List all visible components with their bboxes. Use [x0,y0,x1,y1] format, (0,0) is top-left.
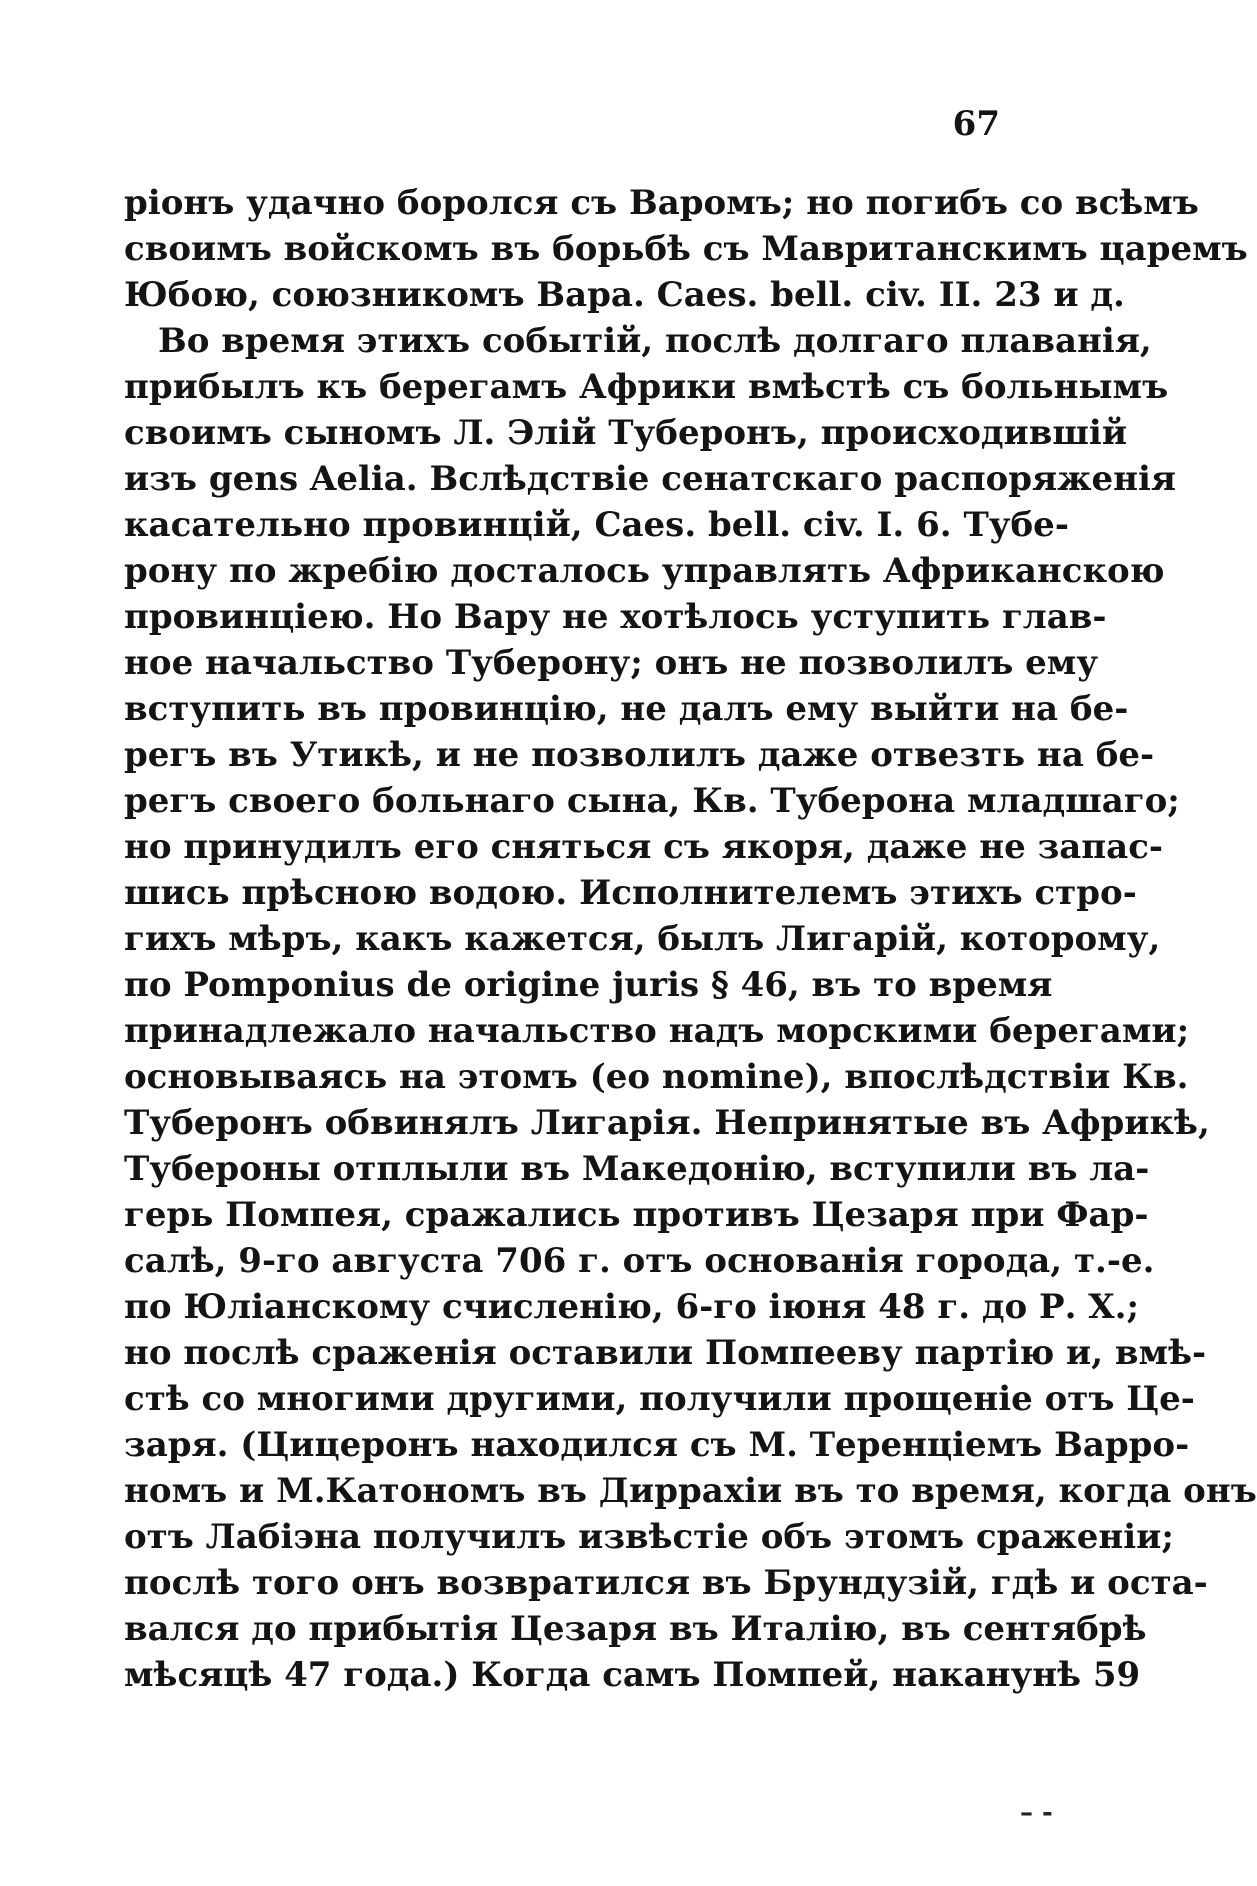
text-line: по Pomponius de origine juris § 46, въ то время [124,965,1053,1005]
text-line: своимъ войскомъ въ борьбѣ съ Мавританскимъ царемъ [124,229,1248,269]
text-line: шись прѣсною водою. Исполнителемъ этихъ стро- [124,873,1137,913]
text-line: основываясь на этомъ (eo nomine), впослѣдствіи Кв. [124,1057,1189,1097]
text-line: провинціею. Но Вару не хотѣлось уступить глав- [124,597,1107,637]
text-line: Туберонъ обвинялъ Лигарія. Непринятые въ Африкѣ, [124,1103,1210,1143]
text-line: регъ въ Утикѣ, и не позволилъ даже отвезть на бе- [124,735,1155,775]
text-line: но принудилъ его сняться съ якоря, даже не запас- [124,827,1164,867]
text-line: герь Помпея, сражались противъ Цезаря при Фар- [124,1195,1149,1235]
text-line: своимъ сыномъ Л. Элій Туберонъ, происходившій [124,413,1128,453]
page-number: 67 [952,104,1000,144]
text-line: послѣ того онъ возвратился въ Брундузій, гдѣ и оста- [124,1563,1208,1603]
text-line: изъ gens Aelia. Вслѣдствіе сенатскаго распоряженія [124,459,1177,499]
text-line: ное начальство Туберону; онъ не позволилъ ему [124,643,1099,683]
text-line: касательно провинцій, Caes. bell. civ. I. 6. Тубе- [124,505,1069,545]
text-line: принадлежало начальство надъ морскими берегами; [124,1011,1190,1051]
text-line: мѣсяцѣ 47 года.) Когда самъ Помпей, наканунѣ 59 [124,1655,1141,1695]
body-text [124,180,1257,1698]
text-line: но послѣ сраженія оставили Помпееву партію и, вмѣ- [124,1333,1207,1373]
text-line: отъ Лабіэна получилъ извѣстіе объ этомъ сраженіи; [124,1517,1174,1557]
print-specks: – - [1020,1798,1053,1828]
text-line: салѣ, 9-го августа 706 г. отъ основанія города, т.-е. [124,1241,1155,1281]
text-line: вступить въ провинцію, не далъ ему выйти на бе- [124,689,1129,729]
text-line: номъ и М.Катономъ въ Диррахіи въ то время, когда онъ [124,1471,1257,1511]
text-line: Во время этихъ событій, послѣ долгаго плаванія, [158,321,1152,361]
text-line: по Юліанскому счисленію, 6-го іюня 48 г. до Р. Х.; [124,1287,1140,1327]
text-line: регъ своего больнаго сына, Кв. Туберона младшаго; [124,781,1180,821]
text-line: стѣ со многими другими, получили прощеніе отъ Це- [124,1379,1195,1419]
text-line: ріонъ удачно боролся съ Варомъ; но погибъ со всѣмъ [124,183,1199,223]
text-line: гихъ мѣръ, какъ кажется, былъ Лигарій, которому, [124,919,1161,959]
text-line: Тубероны отплыли въ Македонію, вступили въ ла- [124,1149,1150,1189]
text-line: вался до прибытія Цезаря въ Италію, въ сентябрѣ [124,1609,1147,1649]
text-line: Юбою, союзникомъ Вара. Caes. bell. civ. II. 23 и д. [124,275,1125,315]
text-line: заря. (Цицеронъ находился съ М. Теренціемъ Варро- [124,1425,1190,1465]
text-line: прибылъ къ берегамъ Африки вмѣстѣ съ больнымъ [124,367,1169,407]
text-line: рону по жребію досталось управлять Африканскою [124,551,1165,591]
